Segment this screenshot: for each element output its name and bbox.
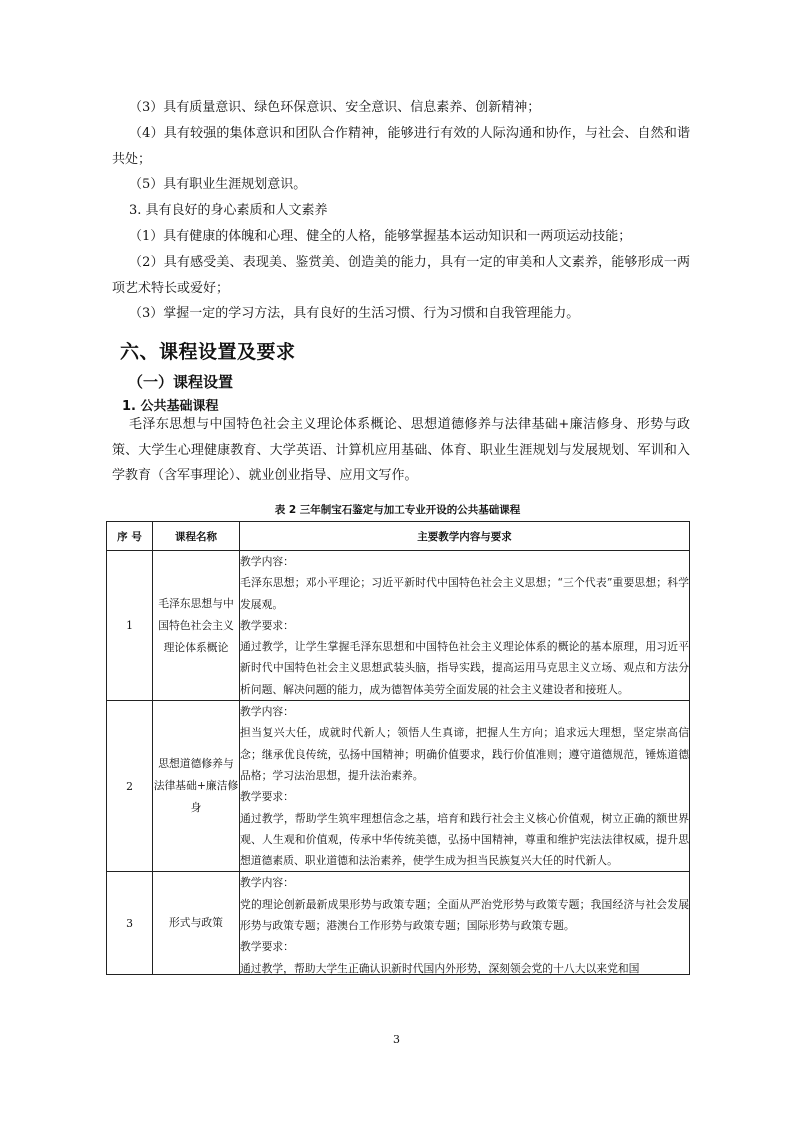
table-row <box>107 701 690 872</box>
paragraph-physical-mental-heading: 3. 具有良好的身心素质和人文素养 <box>129 203 328 218</box>
content-label: 教学内容： <box>240 555 294 568</box>
table-row <box>107 551 690 701</box>
content-text: 毛泽东思想；邓小平理论；习近平新时代中国特色社会主义思想；“三个代表”重要思想；科学发展观。 <box>240 576 689 611</box>
course-name: 思想道德修养与法律基础+廉洁修身 <box>153 701 240 872</box>
table-caption: 表 2 三年制宝石鉴定与加工专业开设的公共基础课程 <box>274 504 521 516</box>
requirement-label: 教学要求： <box>240 940 294 954</box>
course-content-cell <box>240 551 690 701</box>
course-name: 毛泽东思想与中国特色社会主义理论体系概论 <box>153 551 240 701</box>
paragraph-quality-awareness: （3）具有质量意识、绿色环保意识、安全意识、信息素养、创新精神； <box>129 100 541 115</box>
intro-paragraph: 毛泽东思想与中国特色社会主义理论体系概论、思想道德修养与法律基础+廉洁修身、形势与政策、大学生心理健康教育、大学英语、计算机应用基础、体育、职业生涯规划与发展规划、军训和入学教育（含军事理论）、就业创业指导、应用文写作。 <box>112 417 690 483</box>
paragraph-health: （1）具有健康的体魄和心理、健全的人格，能够掌握基本运动知识和一两项运动技能； <box>129 229 632 244</box>
paragraph-teamwork: （4）具有较强的集体意识和团队合作精神，能够进行有效的人际沟通和协作，与社会、自然和谐共处； <box>112 126 690 167</box>
page-number: 3 <box>393 1033 400 1046</box>
paragraph-career-planning: （5）具有职业生涯规划意识。 <box>129 177 307 192</box>
content-text: 党的理论创新最新成果形势与政策专题；全面从严治党形势与政策专题；我国经济与社会发展形势与政策专题；港澳台工作形势与政策专题；国际形势与政策专题。 <box>240 897 689 933</box>
course-content-cell <box>240 701 690 872</box>
table-row <box>107 872 690 975</box>
paragraph-aesthetics: （2）具有感受美、表现美、鉴赏美、创造美的能力，具有一定的审美和人文素养，能够形成一两项艺术特长或爱好； <box>112 255 690 296</box>
requirement-label: 教学要求： <box>240 790 294 804</box>
content-label: 教学内容： <box>240 705 294 719</box>
paragraph-learning-habits: （3）掌握一定的学习方法，具有良好的生活习惯、行为习惯和自我管理能力。 <box>129 306 580 321</box>
subsubsection-heading: 1. 公共基础课程 <box>122 399 219 414</box>
header-number: 序 号 <box>107 522 153 551</box>
table-header-row <box>107 522 690 551</box>
requirement-text: 通过教学，帮助大学生正确认识新时代国内外形势，深刻领会党的十八大以来党和国 <box>240 961 640 975</box>
requirement-text: 通过教学，让学生掌握毛泽东思想和中国特色社会主义理论体系的概论的基本原理，用习近平新时代中国特色社会主义思想武装头脑，指导实践，提高运用马克思主义立场、观点和方法分析问题、解决问题的能力，成为德智体美劳全面发展的社会主义建设者和接班人。 <box>240 640 689 696</box>
row-number: 3 <box>107 872 153 975</box>
subsection-heading: （一）课程设置 <box>128 373 234 391</box>
course-content-cell <box>240 872 690 975</box>
requirement-text: 通过教学，帮助学生筑牢理想信念之基，培育和践行社会主义核心价值观，树立正确的额世界观、人生观和价值观，传承中华传统美德，弘扬中国精神，尊重和维护宪法法律权威，提升思想道德素质、职业道德和法治素养，使学生成为担当民族复兴大任的时代新人。 <box>240 811 689 868</box>
header-course-name: 课程名称 <box>153 522 240 551</box>
requirement-label: 教学要求： <box>240 618 294 632</box>
section-heading: 六、课程设置及要求 <box>120 341 296 363</box>
content-label: 教学内容： <box>240 876 294 890</box>
course-table <box>106 521 690 975</box>
content-text: 担当复兴大任，成就时代新人；领悟人生真谛，把握人生方向；追求远大理想，坚定崇高信念；继承优良传统，弘扬中国精神；明确价值要求，践行价值准则；遵守道德规范，锤炼道德品格；学习法治思想，提升法治素养。 <box>240 726 689 782</box>
row-number: 1 <box>107 551 153 701</box>
course-name: 形式与政策 <box>153 872 240 975</box>
row-number: 2 <box>107 701 153 872</box>
header-content: 主要教学内容与要求 <box>240 522 690 551</box>
truncated-content <box>240 872 689 974</box>
